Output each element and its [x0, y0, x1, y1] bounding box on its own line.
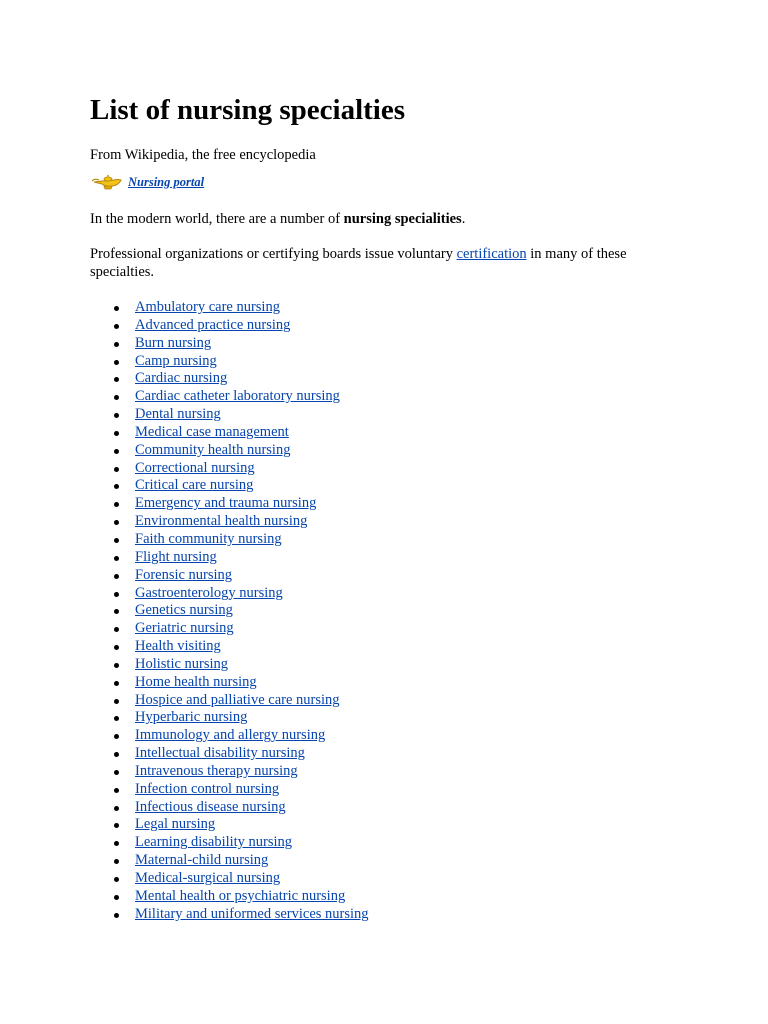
list-item	[114, 513, 690, 531]
specialty-link[interactable]: Environmental health nursing	[135, 513, 308, 530]
specialty-link[interactable]: Medical-surgical nursing	[135, 870, 281, 886]
specialty-link[interactable]: Cardiac catheter laboratory nursing	[135, 388, 340, 405]
list-item	[114, 549, 690, 567]
list-item	[114, 727, 690, 745]
specialty-link[interactable]: Geriatric nursing	[135, 620, 234, 637]
list-item	[114, 763, 690, 781]
list-item	[114, 870, 690, 888]
certification-paragraph	[90, 245, 690, 281]
list-item	[114, 567, 690, 585]
specialty-link[interactable]: Hospice and palliative care nursing	[135, 691, 340, 708]
intro-text-end: .	[461, 211, 466, 227]
site-tagline: From Wikipedia, the free encyclopedia	[90, 147, 316, 163]
list-item	[114, 424, 690, 442]
specialties-list	[90, 299, 690, 924]
specialty-link[interactable]: Faith community nursing	[135, 530, 282, 547]
list-item	[114, 335, 690, 353]
specialty-link[interactable]: Genetics nursing	[135, 602, 233, 619]
list-item	[114, 317, 690, 335]
list-item	[114, 674, 690, 692]
list-item	[114, 906, 690, 924]
certification-text: Professional organizations or certifying boards issue voluntary	[90, 246, 457, 262]
list-item	[114, 585, 690, 603]
list-item	[114, 709, 690, 727]
specialty-link[interactable]: Maternal-child nursing	[135, 852, 269, 869]
list-item	[114, 852, 690, 870]
list-item	[114, 388, 690, 406]
intro-text: In the modern world, there are a number of	[90, 211, 344, 227]
page-title: List of nursing specialties	[90, 94, 405, 126]
specialty-link[interactable]: Emergency and trauma nursing	[135, 495, 317, 512]
list-item	[114, 692, 690, 710]
list-item	[114, 638, 690, 656]
list-item	[114, 531, 690, 549]
specialty-link[interactable]: Forensic nursing	[135, 566, 233, 583]
specialty-link[interactable]: Camp nursing	[135, 352, 217, 369]
specialty-link[interactable]: Ambulatory care nursing	[135, 299, 280, 315]
list-item	[114, 442, 690, 460]
list-item	[114, 495, 690, 513]
list-item	[114, 799, 690, 817]
certification-text-end: in many of these specialties.	[90, 246, 627, 280]
specialty-link[interactable]: Correctional nursing	[135, 459, 255, 476]
specialty-link[interactable]: Flight nursing	[135, 548, 217, 565]
specialty-link[interactable]: Infectious disease nursing	[135, 798, 286, 815]
list-item	[114, 816, 690, 834]
list-item	[114, 656, 690, 674]
intro-bold-term: nursing specialities	[343, 211, 462, 227]
specialty-link[interactable]: Gastroenterology nursing	[135, 584, 283, 601]
list-item	[114, 834, 690, 852]
list-item	[114, 620, 690, 638]
list-item	[114, 781, 690, 799]
specialty-link[interactable]: Burn nursing	[135, 334, 212, 351]
article-page	[90, 92, 690, 924]
specialty-link[interactable]: Infection control nursing	[135, 780, 280, 797]
specialty-link[interactable]: Intellectual disability nursing	[135, 745, 305, 762]
specialty-link[interactable]: Health visiting	[135, 638, 221, 655]
intro-paragraph	[90, 210, 690, 228]
certification-link[interactable]: certification	[456, 246, 527, 262]
specialty-link[interactable]: Learning disability nursing	[135, 834, 293, 851]
list-item	[114, 299, 690, 317]
specialty-link[interactable]: Legal nursing	[135, 816, 216, 833]
list-item	[114, 460, 690, 478]
specialty-link[interactable]: Military and uniformed services nursing	[135, 905, 369, 922]
specialty-link[interactable]: Mental health or psychiatric nursing	[135, 887, 346, 904]
list-item	[114, 745, 690, 763]
specialty-link[interactable]: Hyperbaric nursing	[135, 709, 248, 726]
specialty-link[interactable]: Critical care nursing	[135, 477, 254, 494]
specialty-link[interactable]: Medical case management	[135, 423, 289, 440]
list-item	[114, 406, 690, 424]
portal-box	[90, 170, 690, 194]
list-item	[114, 888, 690, 906]
specialty-link[interactable]: Holistic nursing	[135, 655, 229, 672]
list-item	[114, 477, 690, 495]
specialty-link[interactable]: Intravenous therapy nursing	[135, 762, 298, 779]
specialty-link[interactable]: Advanced practice nursing	[135, 316, 291, 333]
nursing-portal-link[interactable]: Nursing portal	[128, 174, 205, 189]
specialty-link[interactable]: Dental nursing	[135, 406, 221, 423]
specialty-link[interactable]: Immunology and allergy nursing	[135, 727, 326, 744]
list-item	[114, 602, 690, 620]
list-item	[114, 370, 690, 388]
specialty-link[interactable]: Home health nursing	[135, 673, 257, 690]
list-item	[114, 353, 690, 371]
oil-lamp-icon	[90, 169, 128, 196]
specialty-link[interactable]: Cardiac nursing	[135, 370, 228, 387]
specialty-link[interactable]: Community health nursing	[135, 441, 291, 458]
